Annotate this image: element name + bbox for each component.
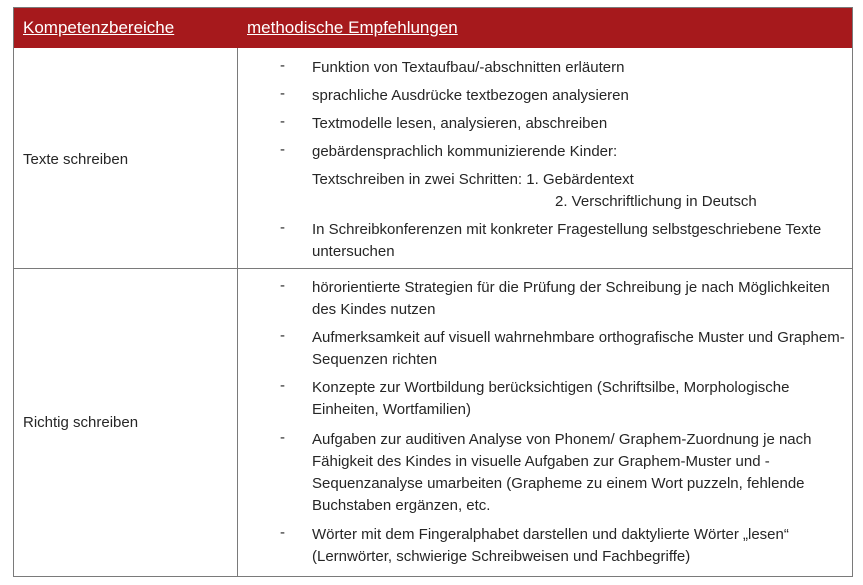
bullet-dash: - (280, 57, 285, 74)
bullet-dash: - (280, 113, 285, 130)
bullet-dash: - (280, 524, 285, 541)
row-label-richtig-schreiben: Richtig schreiben (23, 414, 139, 431)
table-header (14, 8, 852, 48)
list-item-text: Aufgaben zur auditiven Analyse von Phonem/ Graphem-Zuordnung je nach Fähigkeit des Kindes in visuelle Aufgaben zur Graphem-Muster und -Sequenzanalyse umarbeiten (Grapheme zu einem Wort puzzeln, fehlende Buchstaben ergänzen, etc. (312, 431, 812, 514)
sub-step-line-1: Textschreiben in zwei Schritten: 1. Gebärdentext (312, 171, 634, 188)
list-item-text: Funktion von Textaufbau/-abschnitten erläutern (312, 59, 625, 76)
bullet-dash: - (280, 377, 285, 394)
bullet-dash: - (280, 277, 285, 294)
bullet-dash: - (280, 429, 285, 446)
row-divider (14, 268, 852, 269)
list-item-text: gebärdensprachlich kommunizierende Kinder: (312, 143, 618, 160)
list-item-text: In Schreibkonferenzen mit konkreter Fragestellung selbstgeschriebene Texte untersuchen (312, 221, 822, 260)
bullet-dash: - (280, 141, 285, 158)
column-divider (237, 48, 238, 576)
header-methodische-empfehlungen: methodische Empfehlungen (247, 18, 458, 37)
bullet-dash: - (280, 327, 285, 344)
header-kompetenzbereiche: Kompetenzbereiche (23, 18, 175, 37)
list-item-text: sprachliche Ausdrücke textbezogen analysieren (312, 87, 629, 104)
bullet-dash: - (280, 85, 285, 102)
row-label-texte-schreiben: Texte schreiben (23, 151, 129, 168)
bullet-dash: - (280, 219, 285, 236)
sub-step-line-2: 2. Verschriftlichung in Deutsch (555, 193, 757, 210)
list-item-text: Aufmerksamkeit auf visuell wahrnehmbare orthografische Muster und Graphem-Sequenzen richten (312, 329, 845, 368)
list-item-text: Textmodelle lesen, analysieren, abschreiben (312, 115, 608, 132)
recommendations-table (13, 7, 853, 577)
list-item-text: hörorientierte Strategien für die Prüfung der Schreibung je nach Möglichkeiten des Kindes nutzen (312, 279, 830, 318)
list-item-text: Wörter mit dem Fingeralphabet darstellen und daktylierte Wörter „lesen“ (Lernwörter, schwierige Schreibweisen und Fachbegriffe) (312, 526, 789, 565)
list-item-text: Konzepte zur Wortbildung berücksichtigen (Schriftsilbe, Morphologische Einheiten, Wortfamilien) (312, 379, 790, 418)
